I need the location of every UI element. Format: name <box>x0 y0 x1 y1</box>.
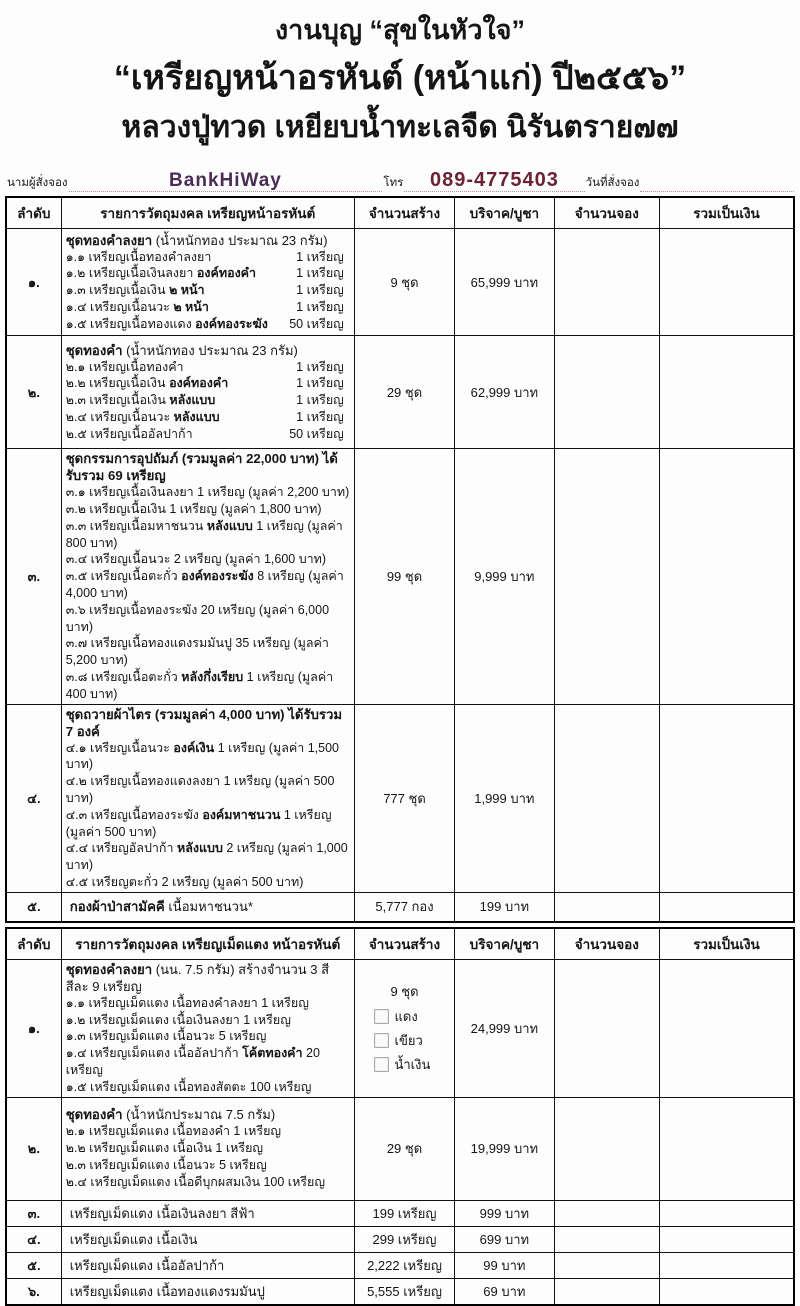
item-description <box>61 449 354 704</box>
sub-item-text: ๓.๘ เหรียญเนื้อตะกั่ว หลังกึ่งเรียบ 1 เหรียญ (มูลค่า 400 บาท) <box>65 669 334 701</box>
event-title: งานบุญ “สุขในหัวใจ” <box>275 15 525 45</box>
booking-qty-cell[interactable] <box>554 336 659 449</box>
row-number: ๔. <box>6 1226 61 1252</box>
quantity-made-value: 9 ชุด <box>390 984 419 1000</box>
sub-item-qty: 1 เหรียญ <box>296 249 344 264</box>
color-label: น้ำเงิน <box>394 1057 431 1073</box>
item-description <box>61 229 354 336</box>
sub-item-text: ๒.๓ เหรียญเม็ดแตง เนื้อนวะ 5 เหรียญ <box>65 1158 267 1172</box>
sub-item-text: ๑.๕ เหรียญเนื้อทองแดง องค์ทองระฆัง <box>65 316 268 331</box>
sub-item <box>66 1140 350 1157</box>
sub-item <box>66 484 350 501</box>
sub-item-text: ๓.๖ เหรียญเนื้อทองระฆัง 20 เหรียญ (มูลค่า 6,000 บาท) <box>65 602 330 634</box>
column-header: จำนวนจอง <box>554 928 659 960</box>
sub-item <box>66 840 350 874</box>
color-option[interactable] <box>374 1054 436 1075</box>
sub-item <box>66 359 350 376</box>
sub-item-text: ๑.๓ เหรียญเม็ดแตง เนื้อนวะ 5 เหรียญ <box>65 1029 267 1044</box>
item-description <box>61 1278 354 1305</box>
booking-qty-cell[interactable] <box>554 229 659 336</box>
sub-item-text: ๓.๑ เหรียญเนื้อเงินลงยา 1 เหรียญ (มูลค่า 2,200 บาท) <box>65 485 350 500</box>
table-row <box>6 704 794 892</box>
order-date-field[interactable] <box>640 190 794 192</box>
sub-item-text: ๒.๕ เหรียญเนื้ออัลปาก้า <box>65 426 193 441</box>
item-description <box>61 1200 354 1226</box>
table-row <box>6 229 794 336</box>
total-amount-cell[interactable] <box>659 1278 794 1305</box>
item-set-title: ชุดทองคำลงยา (นน. 7.5 กรัม) สร้างจำนวน 3 สี สีละ 9 เหรียญ <box>65 961 330 994</box>
total-amount-cell[interactable] <box>659 449 794 704</box>
sub-item-qty: 1 เหรียญ <box>296 283 344 298</box>
sub-item-text: ๔.๔ เหรียญอัลปาก้า หลังแบบ 2 เหรียญ (มูลค่า 1,000 บาท) <box>65 841 348 873</box>
sub-item-text: ๔.๑ เหรียญเนื้อนวะ องค์เงิน 1 เหรียญ (มูลค่า 1,500 บาท) <box>65 740 340 772</box>
sub-item-text: ๑.๕ เหรียญเม็ดแตง เนื้อทองสัตตะ 100 เหรียญ <box>65 1079 312 1094</box>
sub-item <box>66 807 350 841</box>
table-row <box>6 336 794 449</box>
sub-item <box>66 1079 350 1096</box>
item-description <box>61 959 354 1097</box>
table-row <box>6 1278 794 1305</box>
monk-title: หลวงปู่ทวด เหยียบน้ำทะเลจืด นิรันตราย๗๗ <box>121 111 679 145</box>
sub-item <box>66 316 350 333</box>
donation-price-cell: 99 บาท <box>455 1252 554 1278</box>
color-option[interactable] <box>374 1006 436 1027</box>
order-date-label: วันที่สั่งจอง <box>585 177 640 190</box>
total-amount-cell[interactable] <box>659 229 794 336</box>
sub-item-text: ๓.๗ เหรียญเนื้อทองแดงรมมันปู 35 เหรียญ (มูลค่า 5,200 บาท) <box>65 636 329 668</box>
sub-item-text: ๑.๒ เหรียญเนื้อเงินลงยา องค์ทองคำ <box>65 266 257 281</box>
header-row <box>6 197 794 229</box>
row-number: ๓. <box>6 1200 61 1226</box>
color-option[interactable] <box>374 1030 436 1051</box>
row-number: ๒. <box>6 1097 61 1200</box>
sub-item <box>66 299 350 316</box>
sub-item <box>66 1157 350 1174</box>
order-info-line <box>6 162 794 192</box>
total-amount-cell[interactable] <box>659 959 794 1097</box>
phone-value: 089-4775403 <box>430 169 559 192</box>
item-set-title: กองผ้าป่าสามัคคี เนื้อมหาชนวน* <box>69 899 253 915</box>
column-header: รวมเป็นเงิน <box>659 928 794 960</box>
sub-item-text: ๒.๓ เหรียญเนื้อเงิน หลังแบบ <box>65 393 216 408</box>
item-description <box>61 704 354 892</box>
orderer-name-value: BankHiWay <box>169 170 282 192</box>
header-row <box>6 928 794 960</box>
quantity-made-cell: 99 ชุด <box>354 449 454 704</box>
sub-item <box>66 635 350 669</box>
item-set-title: ชุดทองคำลงยา (น้ำหนักทอง ประมาณ 23 กรัม) <box>65 232 328 248</box>
table-row <box>6 1097 794 1200</box>
sub-item-text: ๔.๕ เหรียญตะกั่ว 2 เหรียญ (มูลค่า 500 บาท) <box>65 874 304 889</box>
made-with-colors <box>359 981 450 1075</box>
booking-qty-cell[interactable] <box>554 449 659 704</box>
column-header: จำนวนสร้าง <box>354 197 454 229</box>
quantity-made-cell <box>354 959 454 1097</box>
sub-item <box>66 392 350 409</box>
color-checkbox[interactable] <box>374 1009 389 1024</box>
donation-price-cell: 199 บาท <box>455 892 554 922</box>
table-row <box>6 1200 794 1226</box>
sub-item <box>66 551 350 568</box>
sub-item-text: ๑.๔ เหรียญเนื้อนวะ ๒ หน้า <box>65 300 209 315</box>
sub-item <box>66 1012 350 1029</box>
row-number: ๒. <box>6 336 61 449</box>
quantity-made-cell: 9 ชุด <box>354 229 454 336</box>
sub-item-qty: 1 เหรียญ <box>296 393 344 408</box>
quantity-made-cell: 5,777 กอง <box>354 892 454 922</box>
sub-item-qty: 1 เหรียญ <box>296 376 344 391</box>
sub-item <box>66 518 350 552</box>
sub-item <box>66 409 350 426</box>
quantity-made-cell: 29 ชุด <box>354 336 454 449</box>
sub-item-text: ๑.๔ เหรียญเม็ดแตง เนื้ออัลปาก้า โค้ตทองคำ 20 เหรียญ <box>65 1046 320 1077</box>
sub-item-text: ๔.๓ เหรียญเนื้อทองระฆัง องค์มหาชนวน 1 เหรียญ (มูลค่า 500 บาท) <box>65 807 332 839</box>
item-description <box>61 892 354 922</box>
total-amount-cell[interactable] <box>659 336 794 449</box>
item-description <box>61 1252 354 1278</box>
quantity-made-cell: 29 ชุด <box>354 1097 454 1200</box>
sub-item <box>66 426 350 443</box>
booking-qty-cell[interactable] <box>554 1097 659 1200</box>
sub-item <box>66 602 350 636</box>
column-header: จำนวนสร้าง <box>354 928 454 960</box>
sub-item <box>66 1045 350 1079</box>
total-amount-cell[interactable] <box>659 1200 794 1226</box>
sub-item-text: ๓.๓ เหรียญเนื้อมหาชนวน หลังแบบ 1 เหรียญ (มูลค่า 800 บาท) <box>65 518 343 550</box>
row-number: ๓. <box>6 449 61 704</box>
booking-qty-cell[interactable] <box>554 959 659 1097</box>
donation-price-cell: 65,999 บาท <box>455 229 554 336</box>
sub-item <box>66 995 350 1012</box>
quantity-made-cell: 777 ชุด <box>354 704 454 892</box>
sub-item <box>66 282 350 299</box>
sub-item <box>66 874 350 891</box>
row-number: ๕. <box>6 1252 61 1278</box>
sub-item-text: ๑.๑ เหรียญเม็ดแตง เนื้อทองคำลงยา 1 เหรียญ <box>65 995 309 1010</box>
donation-price-cell: 62,999 บาท <box>455 336 554 449</box>
sub-item <box>66 740 350 774</box>
sub-item-text: ๒.๔ เหรียญเม็ดแตง เนื้อดีบุกผสมเงิน 100 เหรียญ <box>65 1174 325 1189</box>
donation-price-cell: 19,999 บาท <box>455 1097 554 1200</box>
donation-price-cell: 699 บาท <box>455 1226 554 1252</box>
donation-price-cell: 9,999 บาท <box>455 449 554 704</box>
column-header: ลำดับ <box>6 928 61 960</box>
sub-item-qty: 1 เหรียญ <box>296 266 344 281</box>
color-checkbox[interactable] <box>374 1057 389 1072</box>
donation-price-cell: 69 บาท <box>455 1278 554 1305</box>
booking-qty-cell[interactable] <box>554 1226 659 1252</box>
item-set-title: เหรียญเม็ดแตง เนื้อเงิน <box>69 1231 198 1247</box>
total-amount-cell[interactable] <box>659 1252 794 1278</box>
color-label: แดง <box>394 1009 418 1025</box>
row-number: ๑. <box>6 229 61 336</box>
sub-item-qty: 1 เหรียญ <box>296 359 344 374</box>
sub-item <box>66 249 350 266</box>
total-amount-cell[interactable] <box>659 704 794 892</box>
sub-item <box>66 773 350 807</box>
quantity-made-cell: 2,222 เหรียญ <box>354 1252 454 1278</box>
item-set-title: เหรียญเม็ดแตง เนื้อเงินลงยา สีฟ้า <box>69 1205 255 1221</box>
item-description <box>61 1226 354 1252</box>
sub-item <box>66 568 350 602</box>
donation-price-cell: 1,999 บาท <box>455 704 554 892</box>
color-label: เขียว <box>394 1033 423 1049</box>
total-amount-cell[interactable] <box>659 1097 794 1200</box>
column-header: รวมเป็นเงิน <box>659 197 794 229</box>
sub-item-text: ๒.๒ เหรียญเนื้อเงิน องค์ทองคำ <box>65 376 229 391</box>
total-amount-cell[interactable] <box>659 1226 794 1252</box>
sub-item-qty: 50 เหรียญ <box>289 316 344 331</box>
donation-price-cell: 999 บาท <box>455 1200 554 1226</box>
booking-qty-cell[interactable] <box>554 704 659 892</box>
sub-item <box>66 501 350 518</box>
row-number: ๕. <box>6 892 61 922</box>
sub-item-text: ๑.๒ เหรียญเม็ดแตง เนื้อเงินลงยา 1 เหรียญ <box>65 1012 291 1027</box>
column-header: จำนวนจอง <box>554 197 659 229</box>
sub-item <box>66 1174 350 1191</box>
row-number: ๖. <box>6 1278 61 1305</box>
color-checkbox[interactable] <box>374 1033 389 1048</box>
column-header: รายการวัตถุมงคล เหรียญหน้าอรหันต์ <box>61 197 354 229</box>
booking-qty-cell[interactable] <box>554 892 659 922</box>
sub-item-text: ๔.๒ เหรียญเนื้อทองแดงลงยา 1 เหรียญ (มูลค่า 500 บาท) <box>65 774 335 805</box>
quantity-made-cell: 5,555 เหรียญ <box>354 1278 454 1305</box>
amulet-table-medtang <box>5 927 795 1306</box>
sub-item-qty: 1 เหรียญ <box>296 300 344 315</box>
sub-item <box>66 265 350 282</box>
quantity-made-cell: 299 เหรียญ <box>354 1226 454 1252</box>
table-row <box>6 959 794 1097</box>
sub-item-qty: 1 เหรียญ <box>296 410 344 425</box>
donation-price-cell: 24,999 บาท <box>455 959 554 1097</box>
booking-qty-cell[interactable] <box>554 1200 659 1226</box>
sub-item-text: ๒.๒ เหรียญเม็ดแตง เนื้อเงิน 1 เหรียญ <box>65 1141 264 1156</box>
row-number: ๑. <box>6 959 61 1097</box>
coin-title: “เหรียญหน้าอรหันต์ (หน้าแก่) ปี๒๕๕๖” <box>113 59 687 98</box>
booking-qty-cell[interactable] <box>554 1252 659 1278</box>
sub-item <box>66 669 350 703</box>
phone-label: โทร <box>383 177 404 190</box>
sub-item-text: ๑.๑ เหรียญเนื้อทองคำลงยา <box>65 249 212 264</box>
sub-item-text: ๒.๔ เหรียญเนื้อนวะ หลังแบบ <box>65 410 220 425</box>
row-number: ๔. <box>6 704 61 892</box>
column-header: บริจาค/บูชา <box>455 928 554 960</box>
orderer-name-field[interactable] <box>69 171 383 192</box>
sub-item-text: ๓.๔ เหรียญเนื้อนวะ 2 เหรียญ (มูลค่า 1,600 บาท) <box>65 552 327 567</box>
item-set-title: เหรียญเม็ดแตง เนื้อทองแดงรมมันปู <box>69 1283 265 1299</box>
table-row <box>6 449 794 704</box>
quantity-made-cell: 199 เหรียญ <box>354 1200 454 1226</box>
column-header: รายการวัตถุมงคล เหรียญเม็ดแตง หน้าอรหันต์ <box>61 928 354 960</box>
booking-qty-cell[interactable] <box>554 1278 659 1305</box>
sub-item-text: ๒.๑ เหรียญเม็ดแตง เนื้อทองคำ 1 เหรียญ <box>65 1124 282 1139</box>
item-set-title: ชุดทองคำ (น้ำหนักทอง ประมาณ 23 กรัม) <box>65 342 298 358</box>
column-header: ลำดับ <box>6 197 61 229</box>
form-header <box>0 0 800 146</box>
sub-item-text: ๓.๒ เหรียญเนื้อเงิน 1 เหรียญ (มูลค่า 1,800 บาท) <box>65 501 322 516</box>
item-description <box>61 1097 354 1200</box>
table-row <box>6 1226 794 1252</box>
item-set-title: ชุดถวายผ้าไตร (รวมมูลค่า 4,000 บาท) ได้รับรวม 7 องค์ <box>65 706 343 739</box>
table-row <box>6 892 794 922</box>
item-set-title: ชุดทองคำ (น้ำหนักประมาณ 7.5 กรัม) <box>65 1107 276 1123</box>
sub-item <box>66 375 350 392</box>
item-description <box>61 336 354 449</box>
sub-item-qty: 50 เหรียญ <box>289 426 344 441</box>
sub-item-text: ๒.๑ เหรียญเนื้อทองคำ <box>65 359 184 374</box>
sub-item <box>66 1028 350 1045</box>
orderer-name-label: นามผู้สั่งจอง <box>7 177 68 190</box>
table-row <box>6 1252 794 1278</box>
phone-field[interactable] <box>404 170 584 192</box>
item-set-title: ชุดกรรมการอุปถัมภ์ (รวมมูลค่า 22,000 บาท) ได้รับรวม 69 เหรียญ <box>65 451 338 484</box>
sub-item-text: ๓.๕ เหรียญเนื้อตะกั่ว องค์ทองระฆัง 8 เหรียญ (มูลค่า 4,000 บาท) <box>65 569 344 600</box>
order-tables <box>0 196 800 1305</box>
amulet-table-arahant <box>5 196 795 923</box>
sub-item <box>66 1123 350 1140</box>
column-header: บริจาค/บูชา <box>455 197 554 229</box>
sub-item-text: ๑.๓ เหรียญเนื้อเงิน ๒ หน้า <box>65 283 205 298</box>
item-set-title: เหรียญเม็ดแตง เนื้ออัลปาก้า <box>69 1257 225 1273</box>
total-amount-cell[interactable] <box>659 892 794 922</box>
